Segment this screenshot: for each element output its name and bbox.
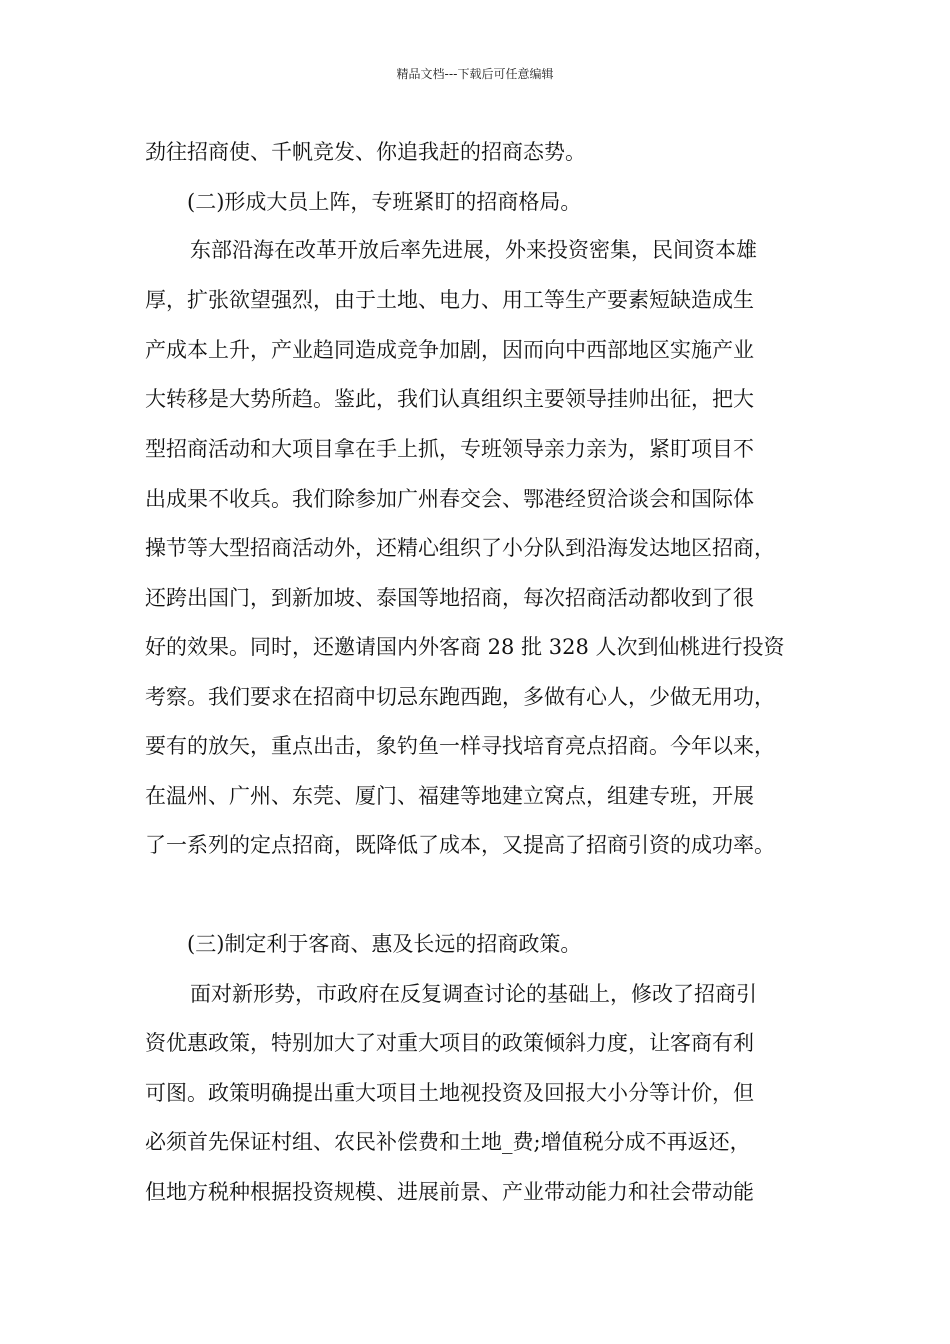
text-line: 要有的放矢，重点出击，象钓鱼一样寻找培育亮点招商。今年以来， xyxy=(145,734,775,758)
text-line: 资优惠政策，特别加大了对重大项目的政策倾斜力度，让客商有利 xyxy=(145,1031,754,1055)
text-line: 好的效果。同时，还邀请国内外客商 28 批 328 人次到仙桃进行投资 xyxy=(145,635,785,659)
page-header: 精品文档---下载后可任意编辑 xyxy=(396,67,554,81)
section-heading: (三)制定利于客商、惠及长远的招商政策。 xyxy=(187,932,582,956)
section-heading: (二)形成大员上阵，专班紧盯的招商格局。 xyxy=(187,190,582,214)
text-line: 厚，扩张欲望强烈，由于土地、电力、用工等生产要素短缺造成生 xyxy=(145,288,754,312)
text-line: 劲往招商使、千帆竞发、你追我赶的招商态势。 xyxy=(145,140,586,164)
text-line: 出成果不收兵。我们除参加广州春交会、鄂港经贸洽谈会和国际体 xyxy=(145,487,754,511)
text-line: 操节等大型招商活动外，还精心组织了小分队到沿海发达地区招商， xyxy=(145,536,775,560)
text-line: 必须首先保证村组、农民补偿费和土地_费;增值税分成不再返还， xyxy=(145,1130,751,1154)
text-line: 型招商活动和大项目拿在手上抓，专班领导亲力亲为，紧盯项目不 xyxy=(145,437,754,461)
text-line: 考察。我们要求在招商中切忌东跑西跑，多做有心人，少做无用功， xyxy=(145,685,775,709)
text-line: 东部沿海在改革开放后率先进展，外来投资密集，民间资本雄 xyxy=(190,238,757,262)
text-line: 了一系列的定点招商，既降低了成本，又提高了招商引资的成功率。 xyxy=(145,833,775,857)
text-line: 可图。政策明确提出重大项目土地视投资及回报大小分等计价，但 xyxy=(145,1081,754,1105)
text-line: 但地方税种根据投资规模、进展前景、产业带动能力和社会带动能 xyxy=(145,1180,754,1204)
text-line: 产成本上升，产业趋同造成竞争加剧，因而向中西部地区实施产业 xyxy=(145,338,754,362)
text-line: 面对新形势，市政府在反复调查讨论的基础上，修改了招商引 xyxy=(190,982,757,1006)
text-line: 还跨出国门，到新加坡、泰国等地招商，每次招商活动都收到了很 xyxy=(145,586,754,610)
text-line: 在温州、广州、东莞、厦门、福建等地建立窝点，组建专班，开展 xyxy=(145,784,754,808)
text-line: 大转移是大势所趋。鉴此，我们认真组织主要领导挂帅出征，把大 xyxy=(145,387,754,411)
